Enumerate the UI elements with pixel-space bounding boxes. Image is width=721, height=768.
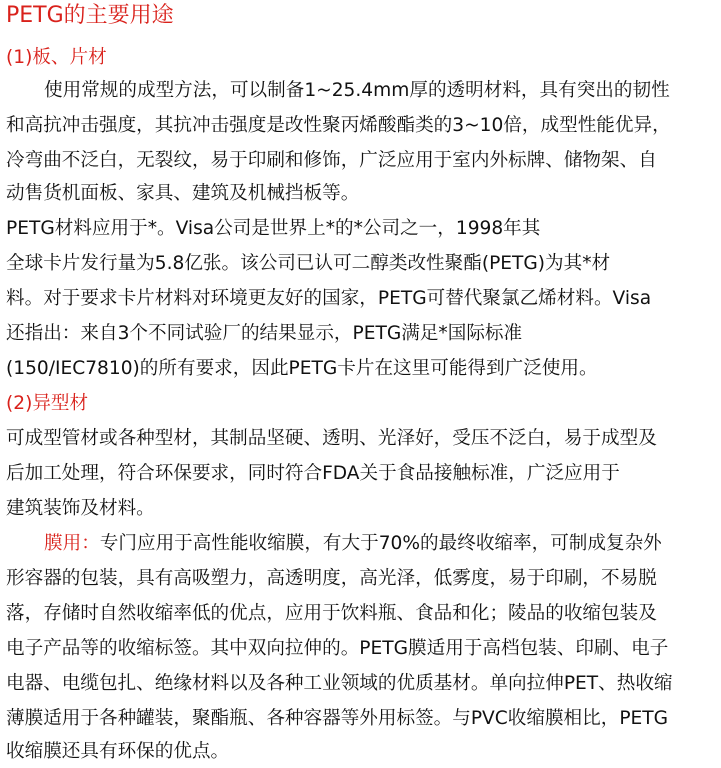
paragraph-line: 后加工处理，符合环保要求，同时符合FDA关于食品接触标准，广泛应用于	[6, 463, 620, 484]
paragraph-line: 收缩膜还具有环保的优点。	[6, 741, 230, 762]
paragraph-line: 冷弯曲不泛白，无裂纹，易于印刷和修饰，广泛应用于室内外标牌、储物架、自	[6, 150, 657, 171]
paragraph-line: 料。对于要求卡片材料对环境更友好的国家，PETG可替代聚氯乙烯材料。Visa	[6, 288, 652, 309]
paragraph-line: 还指出：来自3个不同试验厂的结果显示，PETG满足*国际标准	[6, 323, 523, 344]
section-heading-sheet: (1)板、片材	[6, 47, 107, 68]
paragraph-line: 落，存储时自然收缩率低的优点，应用于饮料瓶、食品和化；陵品的收缩包装及	[6, 603, 657, 624]
section-heading-profile: (2)异型材	[6, 393, 89, 414]
paragraph-line: 动售货机面板、家具、建筑及机械挡板等。	[6, 183, 360, 204]
paragraph-line: 可成型管材或各种型材，其制品坚硬、透明、光泽好，受压不泛白，易于成型及	[6, 428, 657, 449]
paragraph-line: 建筑装饰及材料。	[6, 498, 155, 519]
paragraph-line: 和高抗冲击强度，其抗冲击强度是改性聚丙烯酸酯类的3~10倍，成型性能优异，	[6, 115, 671, 136]
paragraph-line: 形容器的包装，具有高吸塑力，高透明度，高光泽，低雾度，易于印刷，不易脱	[6, 568, 657, 589]
paragraph-line: 薄膜适用于各种罐装，聚酯瓶、各种容器等外用标签。与PVC收缩膜相比，PETG	[6, 708, 669, 729]
paragraph-line: (150/IEC7810)的所有要求，因此PETG卡片在这里可能得到广泛使用。	[6, 358, 598, 379]
film-label: 膜用：	[44, 533, 100, 554]
film-first-line	[44, 532, 662, 556]
paragraph-line: 使用常规的成型方法，可以制备1~25.4mm厚的透明材料，具有突出的韧性	[44, 80, 670, 101]
paragraph-line: 全球卡片发行量为5.8亿张。该公司已认可二醇类改性聚酯(PETG)为其*材	[6, 253, 611, 274]
paragraph-line: 电器、电缆包扎、绝缘材料以及各种工业领域的优质基材。单向拉伸PET、热收缩	[6, 673, 673, 694]
page-title: PETG的主要用途	[6, 3, 174, 28]
paragraph-line: 电子产品等的收缩标签。其中双向拉伸的。PETG膜适用于高档包装、印刷、电子	[6, 638, 669, 659]
paragraph-line: PETG材料应用于*。Visa公司是世界上*的*公司之一，1998年其	[6, 218, 541, 239]
film-first-line-text: 专门应用于高性能收缩膜，有大于70%的最终收缩率，可制成复杂外	[99, 533, 662, 554]
